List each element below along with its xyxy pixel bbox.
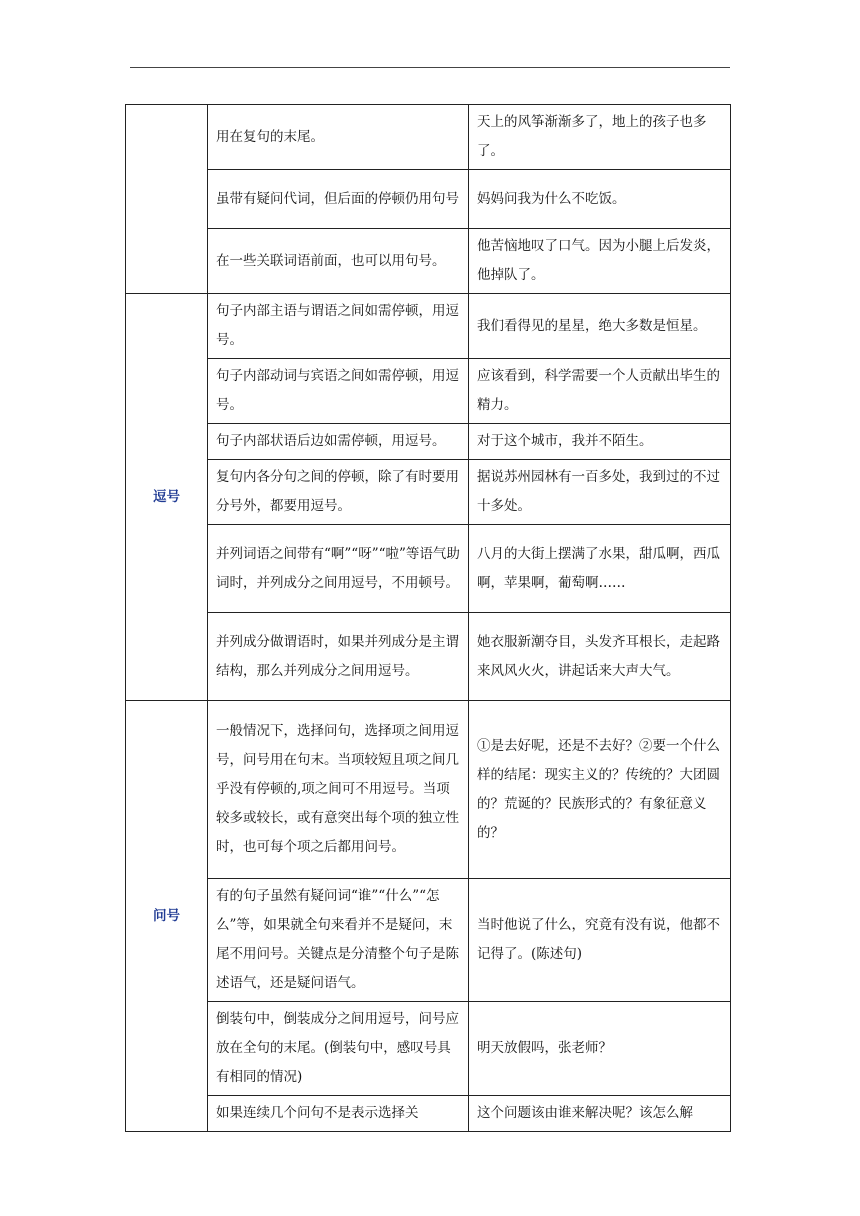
table-row	[126, 229, 731, 294]
rule-cell: 倒装句中，倒装成分之间用逗号，问号应放在全句的末尾。(倒装句中，感叹号具有相同的情况)	[208, 1002, 469, 1096]
table-row	[126, 1096, 731, 1132]
section-label	[126, 105, 208, 294]
table-row	[126, 460, 731, 525]
table-row	[126, 170, 731, 229]
header-rule	[130, 67, 730, 68]
rule-cell: 并列成分做谓语时，如果并列成分是主谓结构，那么并列成分之间用逗号。	[208, 613, 469, 701]
example-cell: ①是去好呢，还是不去好？②要一个什么样的结尾：现实主义的？传统的？大团圆的？荒诞的？民族形式的？有象征意义的？	[469, 701, 731, 879]
example-cell: 当时他说了什么，究竟有没有说，他都不记得了。(陈述句)	[469, 879, 731, 1002]
example-cell: 对于这个城市，我并不陌生。	[469, 424, 731, 460]
example-cell: 八月的大街上摆满了水果，甜瓜啊，西瓜啊，苹果啊，葡萄啊……	[469, 525, 731, 613]
example-cell: 他苦恼地叹了口气。因为小腿上后发炎，他掉队了。	[469, 229, 731, 294]
rule-cell: 有的句子虽然有疑问词“谁”“什么”“怎么”等，如果就全句来看并不是疑问，末尾不用问号。关键点是分清整个句子是陈述语气，还是疑问语气。	[208, 879, 469, 1002]
table-row	[126, 294, 731, 359]
table-row	[126, 359, 731, 424]
table-row	[126, 701, 731, 879]
rule-cell: 如果连续几个问句不是表示选择关	[208, 1096, 469, 1132]
rule-cell: 复句内各分句之间的停顿，除了有时要用分号外，都要用逗号。	[208, 460, 469, 525]
punctuation-table	[125, 104, 731, 1132]
rule-cell: 用在复句的末尾。	[208, 105, 469, 170]
section-label-question: 问号	[126, 701, 208, 1132]
table-row	[126, 105, 731, 170]
example-cell: 天上的风筝渐渐多了，地上的孩子也多了。	[469, 105, 731, 170]
example-cell: 她衣服新潮夺目，头发齐耳根长，走起路来风风火火，讲起话来大声大气。	[469, 613, 731, 701]
example-cell: 据说苏州园林有一百多处，我到过的不过十多处。	[469, 460, 731, 525]
table-row	[126, 525, 731, 613]
table-row	[126, 424, 731, 460]
example-cell: 应该看到，科学需要一个人贡献出毕生的精力。	[469, 359, 731, 424]
example-cell: 妈妈问我为什么不吃饭。	[469, 170, 731, 229]
table-row	[126, 613, 731, 701]
rule-cell: 一般情况下，选择问句，选择项之间用逗号，问号用在句末。当项较短且项之间几乎没有停顿的,项之间可不用逗号。当项较多或较长，或有意突出每个项的独立性时，也可每个项之后都用问号。	[208, 701, 469, 879]
rule-cell: 句子内部动词与宾语之间如需停顿，用逗号。	[208, 359, 469, 424]
rule-cell: 句子内部主语与谓语之间如需停顿，用逗号。	[208, 294, 469, 359]
example-cell: 我们看得见的星星，绝大多数是恒星。	[469, 294, 731, 359]
rule-cell: 并列词语之间带有“啊”“呀”“啦”等语气助词时，并列成分之间用逗号，不用顿号。	[208, 525, 469, 613]
rule-cell: 虽带有疑问代词，但后面的停顿仍用句号	[208, 170, 469, 229]
section-label-comma: 逗号	[126, 294, 208, 701]
table-row	[126, 1002, 731, 1096]
example-cell: 这个问题该由谁来解决呢？该怎么解	[469, 1096, 731, 1132]
rule-cell: 句子内部状语后边如需停顿，用逗号。	[208, 424, 469, 460]
rule-cell: 在一些关联词语前面，也可以用句号。	[208, 229, 469, 294]
table-row	[126, 879, 731, 1002]
example-cell: 明天放假吗，张老师？	[469, 1002, 731, 1096]
